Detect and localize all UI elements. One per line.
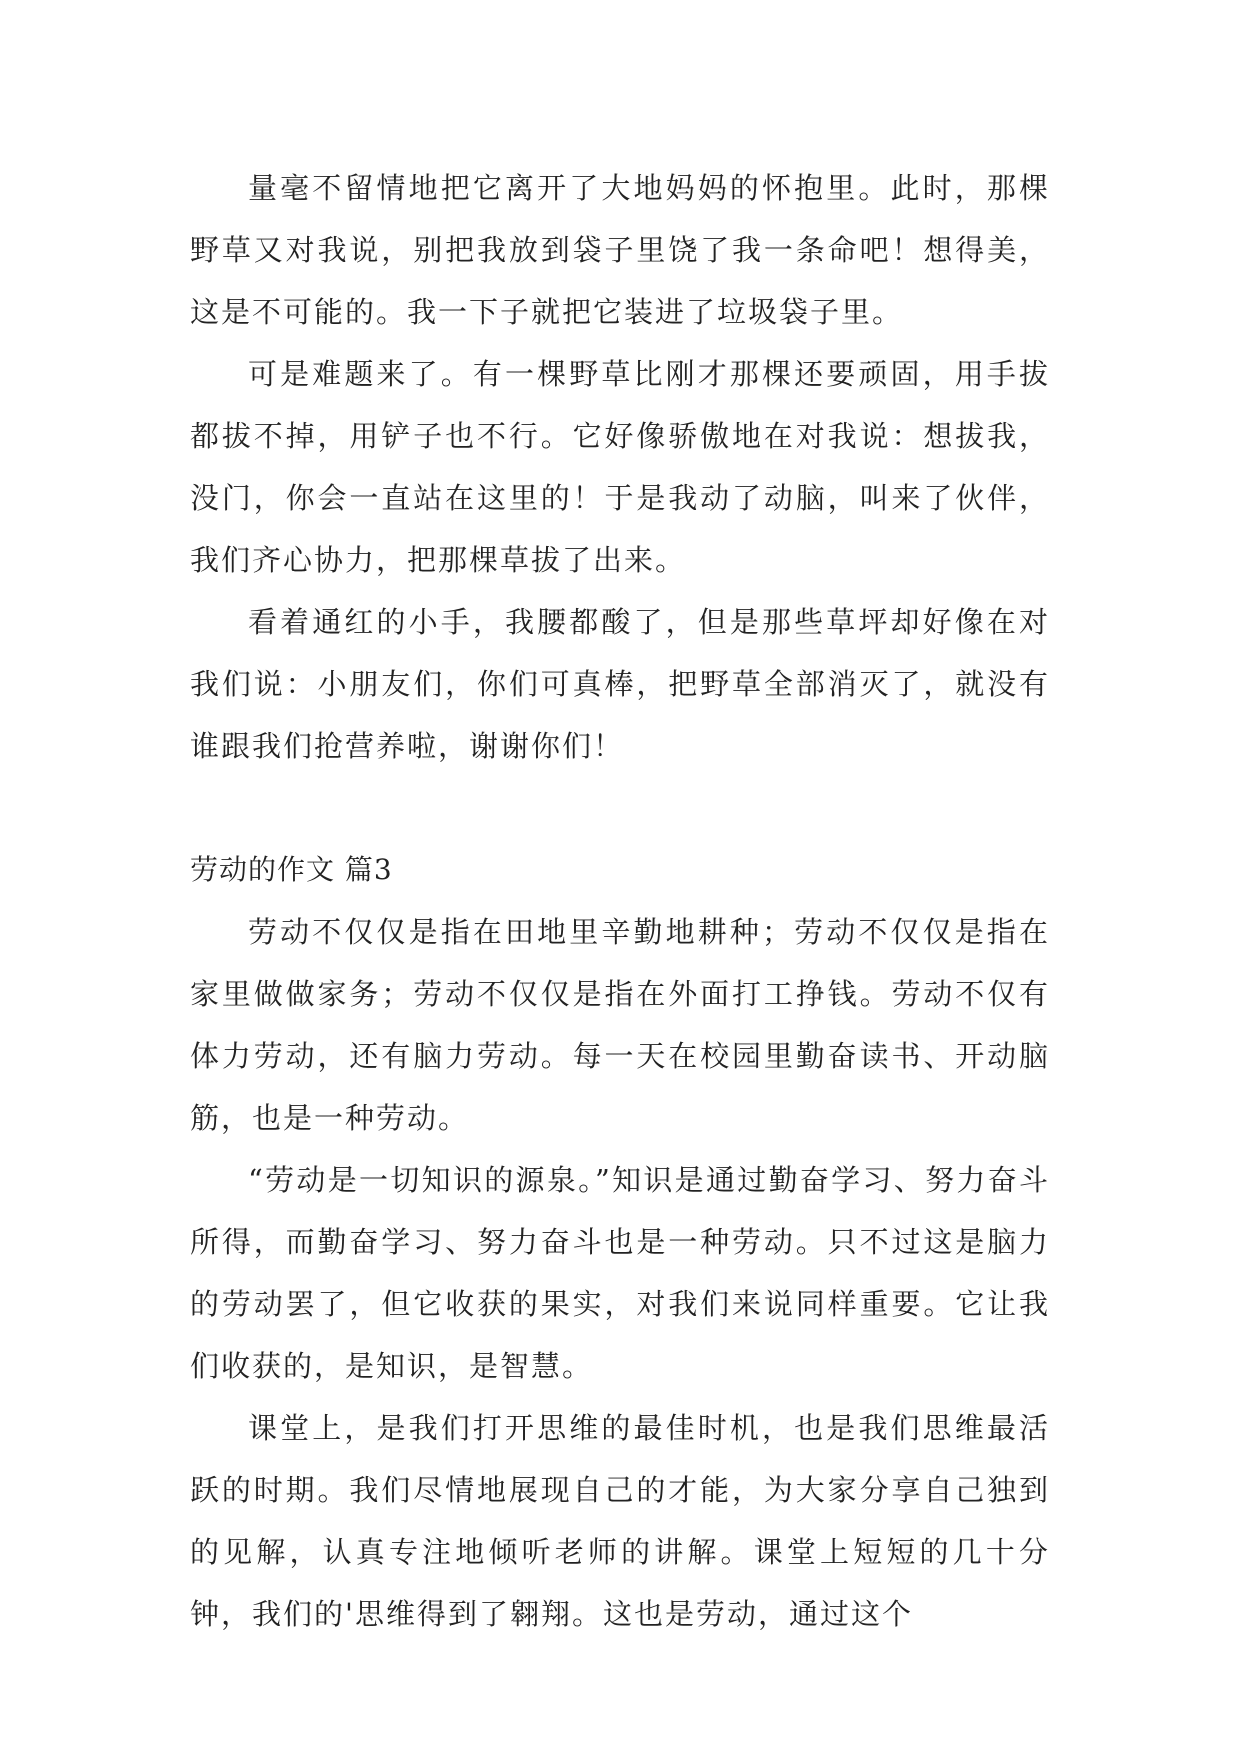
paragraph: 课堂上，是我们打开思维的最佳时机，也是我们思维最活跃的时期。我们尽情地展现自己的才能，为大家分享自己独到的见解，认真专注地倾听老师的讲解。课堂上短短的几十分钟，我们的'思维得到了翱翔。这也是劳动，通过这个 — [190, 1411, 1050, 1631]
paragraph: 看着通红的小手，我腰都酸了，但是那些草坪却好像在对我们说：小朋友们，你们可真棒，把野草全部消灭了，就没有谁跟我们抢营养啦，谢谢你们！ — [190, 605, 1050, 763]
paragraph: 量毫不留情地把它离开了大地妈妈的怀抱里。此时，那棵野草又对我说，别把我放到袋子里饶了我一条命吧！想得美，这是不可能的。我一下子就把它装进了垃圾袋子里。 — [190, 171, 1050, 329]
paragraph: 劳动不仅仅是指在田地里辛勤地耕种；劳动不仅仅是指在家里做做家务；劳动不仅仅是指在外面打工挣钱。劳动不仅有体力劳动，还有脑力劳动。每一天在校园里勤奋读书、开动脑筋，也是一种劳动。 — [190, 915, 1050, 1135]
document-body — [190, 157, 1050, 1645]
paragraph: 可是难题来了。有一棵野草比刚才那棵还要顽固，用手拔都拔不掉，用铲子也不行。它好像骄傲地在对我说：想拔我，没门，你会一直站在这里的！于是我动了动脑，叫来了伙伴，我们齐心协力，把那棵草拔了出来。 — [190, 357, 1050, 577]
paragraph: “劳动是一切知识的源泉。”知识是通过勤奋学习、努力奋斗所得，而勤奋学习、努力奋斗也是一种劳动。只不过这是脑力的劳动罢了，但它收获的果实，对我们来说同样重要。它让我们收获的，是知识，是智慧。 — [190, 1163, 1050, 1383]
section-heading: 劳动的作文 篇3 — [190, 853, 393, 886]
